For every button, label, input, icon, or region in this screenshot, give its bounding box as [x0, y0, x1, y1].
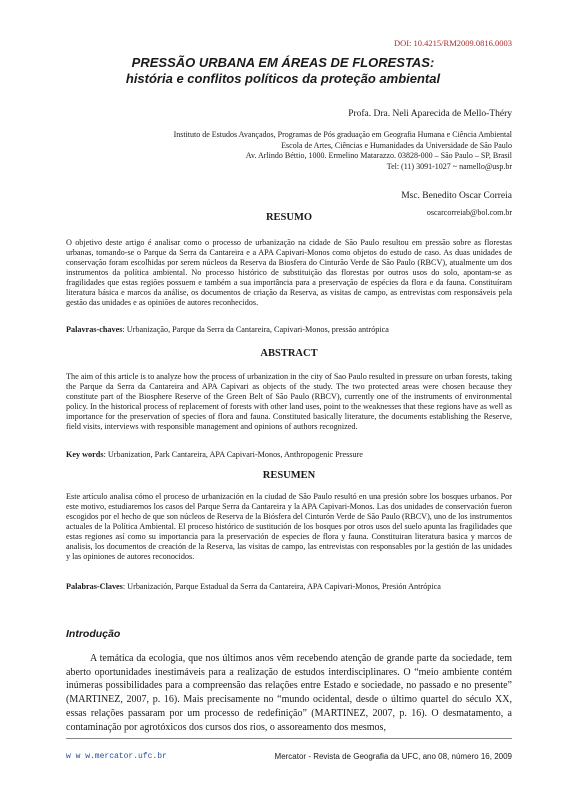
- resumo-keywords-label: Palavras-chaves: [66, 325, 123, 334]
- title-line-2: história e conflitos políticos da proteção ambiental: [125, 71, 441, 86]
- resumen-text: Este artículo analisa cómo el proceso de urbanización en la ciudad de São Paulo resultó en una presión sobre los bosques urbanos. Por este motivo, estudiaremos los casos del Parque Serra da Cantareira y la APA Capivari-Monos. Las dos unidades de conservación fueron escogidos por el hecho de que son núcleos de Reserva de la Biósfera del Cinturón Verde de São Paulo (RBCV), uno de los instrumentos actuales de la Política Ambiental. El proceso histórico de sustitución de los bosques por otros usos del suelo apunta las fragilidades que estas regiones así como su importancia para la preservación de especies de flora y fauna. Constituiran literatura basica y marcos de analisis, los documentos de creación de la Reserva, las visitas de campo, las entrevistas con responsables por la gestión de las unidades y las opiniones de autores reconocidos.: [66, 492, 512, 561]
- author-2-email: oscarcorreiab@bol.com.br: [426, 208, 512, 217]
- title-line-1: PRESSÃO URBANA EM ÁREAS DE FLORESTAS:: [131, 55, 435, 70]
- resumo-text: O objetivo deste artigo é analisar como o processo de urbanização na cidade de São Paulo resultou em pressão sobre as florestas urbanas, tomando-se o Parque da Serra da Cantareira e a APA Capivari-Monos como objetos do estudo de caso. As duas unidades de conservação foram escolhidas por serem núcleos da Reserva da Biosfera do Cinturão Verde de São Paulo (RBCV), atualmente um dos instrumentos da política ambiental. No processo histórico de substituição das florestas por outros usos do solo, apontam-se as fragilidades que estas regiões possuem e também a sua importância para a preservação de espécies da flora e da fauna. Constituíram literatura básica e marcos da análise, os documentos de criação da Reserva, as visitas de campo, as entrevistas com responsáveis pela gestão das unidades e as opiniões de autores reconhecidos.: [66, 238, 512, 307]
- author-2-name: Msc. Benedito Oscar Correia: [401, 191, 512, 201]
- author-1-address: Av. Arlindo Béttio, 1000. Ermelino Matarazzo. 03828-000 – São Paulo – SP, Brasil: [245, 151, 512, 160]
- abstract-keywords: [66, 450, 512, 460]
- footer-divider: [66, 738, 512, 739]
- author-1-affiliation-1: Instituto de Estudos Avançados, Programas de Pós graduação em Geografia Humana e Ciência Ambiental: [173, 130, 512, 139]
- authors-block: [92, 108, 512, 219]
- resumen-keywords-label: Palabras-Claves: [66, 582, 123, 591]
- introduction-text: A temática da ecologia, que nos últimos anos vêm recebendo atenção de grande parte da sociedade, tem aberto oportunidades inestimáveis para a realização de estudos interdisciplinares. O “meio ambiente contém inúmeras possibilidades para a compreensão das relações entre Estado e sociedade, no passado e no presente” (MARTINEZ, 2007, p. 16). Mais precisamente no “mundo ocidental, desde o último quartel do século XX, essas relações passaram por um processo de redefinição” (MARTINEZ, 2007, p. 16). O desmatamento, a contaminação por agrotóxicos dos cursos dos rios, o assoreamento dos mesmos,: [66, 653, 512, 733]
- footer-url-link[interactable]: w w w.mercator.ufc.br: [66, 752, 167, 761]
- abstract-keywords-text: : Urbanization, Park Cantareira, APA Capivari-Monos, Anthropogenic Pressure: [103, 450, 363, 459]
- resumo-keywords-text: : Urbanização, Parque da Serra da Cantareira, Capivari-Monos, pressão antrópica: [122, 325, 389, 334]
- resumen-keywords-text: : Urbanización, Parque Estadual da Serra da Cantareira, APA Capivari-Monos, Presión Antrópica: [122, 582, 441, 591]
- introduction-heading: Introdução: [66, 628, 121, 640]
- resumen-keywords: [66, 582, 512, 592]
- abstract-heading: ABSTRACT: [260, 348, 318, 359]
- abstract-keywords-label: Key words: [66, 450, 104, 459]
- author-1-contact: Tel: (11) 3091-1027 ~ namello@usp.br: [386, 161, 512, 171]
- resumen-heading: RESUMEN: [262, 470, 316, 481]
- abstract-text: The aim of this article is to analyze how the process of urbanization in the city of Sao Paulo resulted in pressure on urban forests, taking the Parque da Serra da Cantareira and APA Capivari as objects of the study. The two protected areas were chosen because they constitute part of the Biosphere Reserve of the Green Belt of São Paulo (RBCV), currently one of the instruments of environmental policy. In the historical process of replacement of forests with other land uses, point to the weaknesses that these regions have as well as importance for the preservation of species of flora and fauna. Constituted basically literature, the documents establishing the Reserve, field visits, interviews with responsible management and opinions of authors recognized.: [66, 372, 512, 431]
- resumo-heading: RESUMO: [265, 212, 313, 223]
- author-1-name: Profa. Dra. Neli Aparecida de Mello-Théry: [348, 109, 512, 119]
- article-title: [60, 55, 506, 87]
- author-1-affiliation-2: Escola de Artes, Ciências e Humanidades da Universidade de São Paulo: [281, 140, 512, 150]
- doi-label[interactable]: DOI: 10.4215/RM2009.0816.0003: [393, 38, 512, 48]
- resumo-keywords: [66, 325, 512, 335]
- footer-journal-info: Mercator - Revista de Geografia da UFC, ano 08, número 16, 2009: [274, 752, 512, 761]
